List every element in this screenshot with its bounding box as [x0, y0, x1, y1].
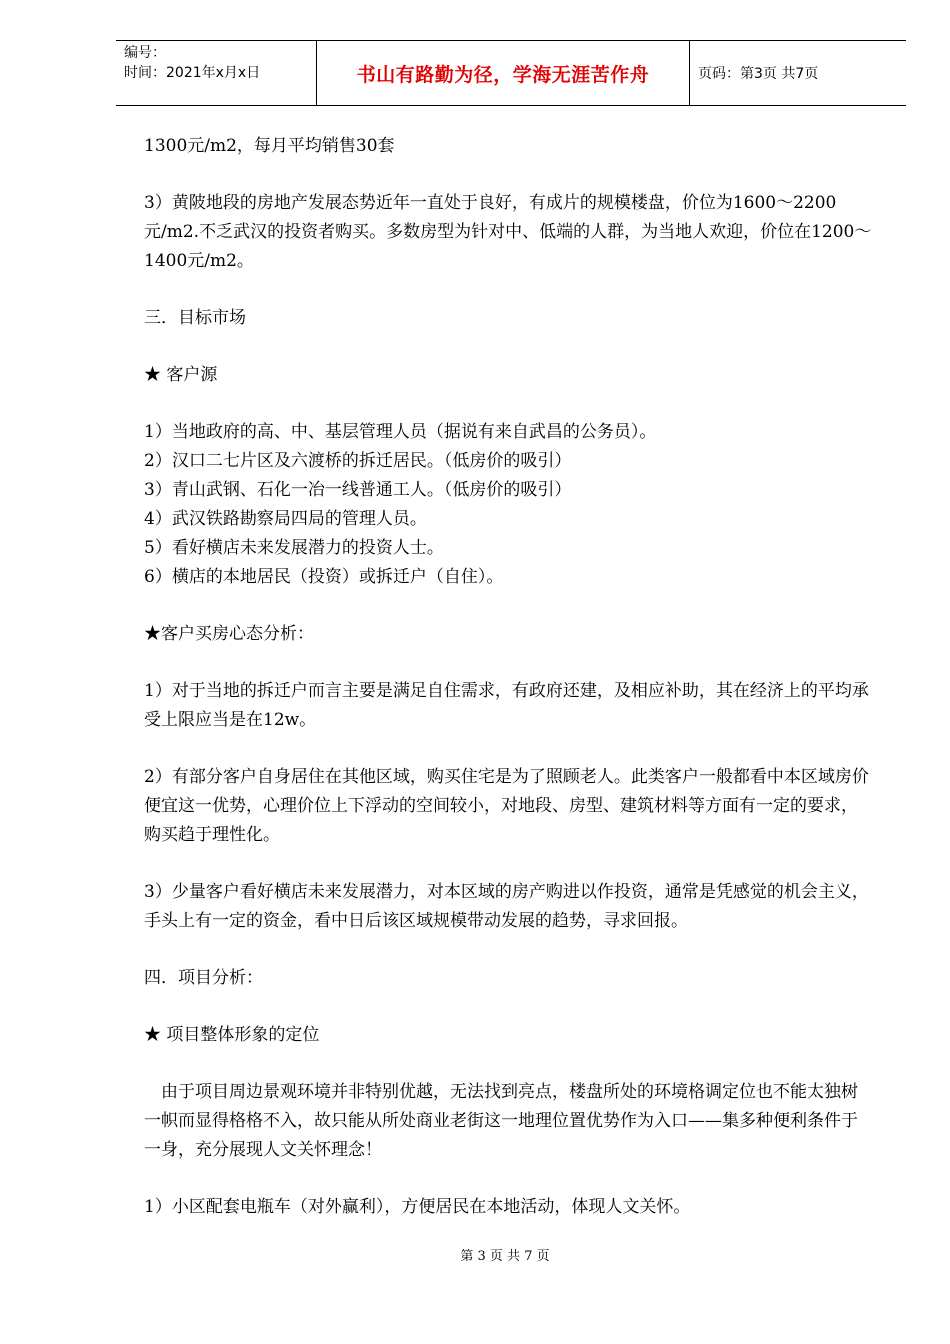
- list-item: 1）当地政府的高、中、基层管理人员（据说有来自武昌的公务员）。: [144, 422, 657, 442]
- paragraph: 由于项目周边景观环境并非特别优越，无法找到亮点，楼盘所处的环境格调定位也不能太独树一帜而显得格格不入，故只能从所处商业老街这一地理位置优势作为入口——集多种便利条件于一身，充分展现人文关怀理念！: [144, 1082, 858, 1160]
- header-motto: 书山有路勤为径，学海无涯苦作舟: [316, 41, 690, 105]
- section-heading: 三．目标市场: [144, 308, 246, 328]
- list-item: 5）看好横店未来发展潜力的投资人士。: [144, 538, 444, 558]
- paragraph: 1300元/m2，每月平均销售30套: [144, 136, 395, 156]
- serial-label: 编号：: [124, 45, 166, 61]
- paragraph: 3）少量客户看好横店未来发展潜力，对本区域的房产购进以作投资，通常是凭感觉的机会主义，手头上有一定的资金，看中日后该区域规模带动发展的趋势，寻求回报。: [144, 882, 869, 931]
- subsection-heading: ★ 项目整体形象的定位: [144, 1025, 320, 1045]
- subsection-heading: ★ 客户源: [144, 365, 218, 385]
- section-heading: 四．项目分析：: [144, 968, 263, 988]
- subsection-heading: ★客户买房心态分析：: [144, 624, 314, 644]
- list-item: 6）横店的本地居民（投资）或拆迁户（自住）。: [144, 567, 504, 587]
- list-item: 3）青山武钢、石化一冶一线普通工人。（低房价的吸引）: [144, 480, 572, 500]
- list-item: 2）汉口二七片区及六渡桥的拆迁居民。（低房价的吸引）: [144, 451, 572, 471]
- list-item: 4）武汉铁路勘察局四局的管理人员。: [144, 509, 427, 529]
- paragraph: 1）对于当地的拆迁户而言主要是满足自住需求，有政府还建，及相应补助，其在经济上的平均承受上限应当是在12w。: [144, 681, 869, 730]
- header-meta: [116, 41, 316, 105]
- page-header: [116, 40, 906, 106]
- paragraph: 2）有部分客户自身居住在其他区域，购买住宅是为了照顾老人。此类客户一般都看中本区域房价便宜这一优势，心理价位上下浮动的空间较小，对地段、房型、建筑材料等方面有一定的要求，购买趋于理性化。: [144, 767, 869, 845]
- document-body: [144, 132, 874, 1222]
- time-label: 时间：2021年x月x日: [124, 65, 261, 81]
- page-footer: 第 3 页 共 7 页: [460, 1249, 550, 1264]
- paragraph: 1）小区配套电瓶车（对外赢利），方便居民在本地活动，体现人文关怀。: [144, 1197, 691, 1217]
- paragraph: 3）黄陂地段的房地产发展态势近年一直处于良好，有成片的规模楼盘，价位为1600～2200元/m2.不乏武汉的投资者购买。多数房型为针对中、低端的人群，为当地人欢迎，价位在1200～1400元/m2。: [144, 193, 872, 271]
- header-page-label: 页码：第3页 共7页: [698, 66, 819, 82]
